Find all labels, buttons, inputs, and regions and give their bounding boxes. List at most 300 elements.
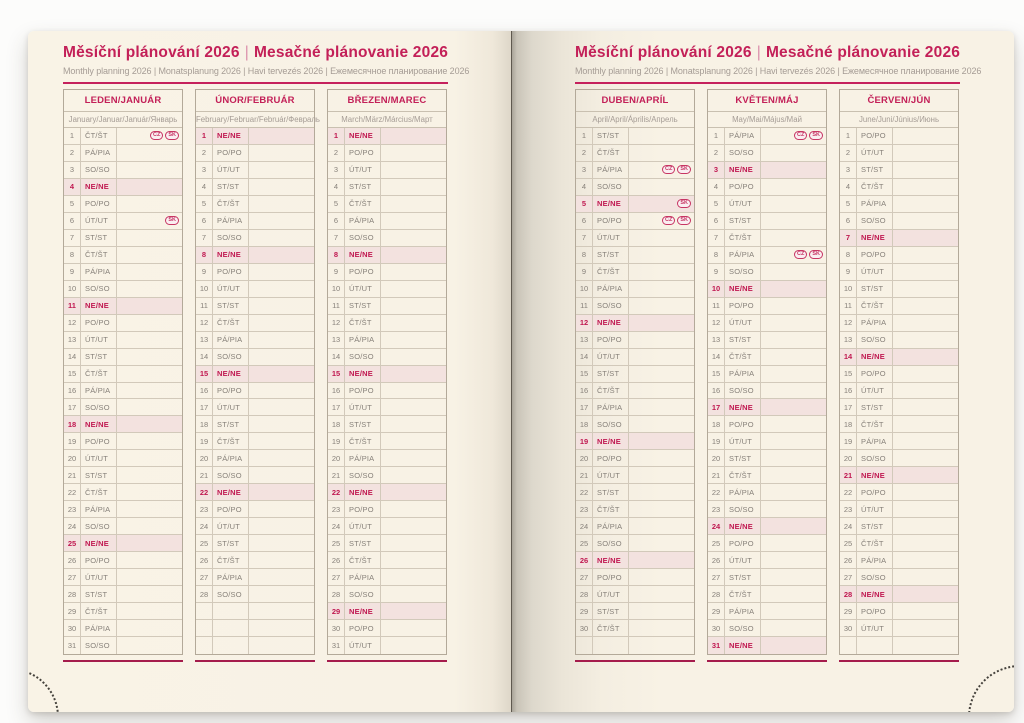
day-note-cell bbox=[117, 518, 182, 534]
day-note-cell bbox=[381, 213, 446, 229]
day-number: 25 bbox=[576, 535, 593, 551]
day-abbrev: SO/SO bbox=[345, 467, 381, 483]
day-row bbox=[196, 586, 314, 603]
day-row bbox=[576, 230, 694, 247]
day-number: 29 bbox=[840, 603, 857, 619]
day-abbrev: ST/ST bbox=[725, 332, 761, 348]
day-number: 4 bbox=[328, 179, 345, 195]
day-number: 28 bbox=[328, 586, 345, 602]
diary-spread bbox=[28, 31, 1014, 712]
day-number: 15 bbox=[576, 366, 593, 382]
month-table bbox=[839, 89, 959, 655]
day-abbrev: PÁ/PIA bbox=[213, 450, 249, 466]
day-row bbox=[64, 281, 182, 298]
day-row bbox=[708, 332, 826, 349]
day-abbrev: SO/SO bbox=[725, 383, 761, 399]
day-row bbox=[708, 535, 826, 552]
day-number: 16 bbox=[840, 383, 857, 399]
day-abbrev: PO/PO bbox=[725, 416, 761, 432]
day-number: 9 bbox=[64, 264, 81, 280]
day-number: 10 bbox=[840, 281, 857, 297]
day-abbrev: NE/NE bbox=[593, 196, 629, 212]
month-column bbox=[839, 89, 959, 662]
month-grid-left bbox=[63, 89, 448, 662]
day-abbrev: ČT/ŠT bbox=[593, 383, 629, 399]
day-note-cell bbox=[381, 315, 446, 331]
day-abbrev: ÚT/UT bbox=[593, 349, 629, 365]
day-note-cell bbox=[893, 484, 958, 500]
day-row bbox=[64, 433, 182, 450]
day-abbrev: ÚT/UT bbox=[345, 637, 381, 654]
day-note-cell bbox=[117, 433, 182, 449]
day-row bbox=[708, 213, 826, 230]
page-title bbox=[63, 44, 448, 62]
day-note-cell bbox=[761, 264, 826, 280]
title-separator: | bbox=[756, 44, 761, 61]
day-abbrev: SO/SO bbox=[81, 518, 117, 534]
day-note-cell bbox=[761, 586, 826, 602]
day-note-cell bbox=[893, 501, 958, 517]
day-abbrev: PÁ/PIA bbox=[857, 196, 893, 212]
month-days bbox=[840, 128, 958, 654]
month-grid-right bbox=[575, 89, 960, 662]
day-note-cell bbox=[381, 518, 446, 534]
day-row bbox=[64, 298, 182, 315]
day-note-cell bbox=[117, 162, 182, 178]
day-note-cell bbox=[117, 569, 182, 585]
day-row bbox=[576, 247, 694, 264]
day-note-cell bbox=[629, 586, 694, 602]
day-number: 10 bbox=[328, 281, 345, 297]
day-number: 8 bbox=[576, 247, 593, 263]
day-note-cell bbox=[381, 399, 446, 415]
day-note-cell bbox=[761, 196, 826, 212]
day-note-cell bbox=[893, 586, 958, 602]
day-row bbox=[708, 637, 826, 654]
day-number: 13 bbox=[64, 332, 81, 348]
day-note-cell bbox=[761, 162, 826, 178]
day-row bbox=[708, 416, 826, 433]
month-days bbox=[64, 128, 182, 654]
day-number: 9 bbox=[576, 264, 593, 280]
day-row bbox=[196, 298, 314, 315]
day-note-cell bbox=[249, 298, 314, 314]
day-row bbox=[328, 484, 446, 501]
day-row bbox=[196, 637, 314, 654]
month-bottom-rule bbox=[707, 660, 827, 662]
day-number: 24 bbox=[840, 518, 857, 534]
day-abbrev: PO/PO bbox=[857, 603, 893, 619]
day-number: 10 bbox=[64, 281, 81, 297]
day-abbrev: ČT/ŠT bbox=[81, 603, 117, 619]
day-number: 2 bbox=[840, 145, 857, 161]
day-number: 29 bbox=[64, 603, 81, 619]
day-number: 24 bbox=[64, 518, 81, 534]
day-note-cell bbox=[249, 366, 314, 382]
day-number: 28 bbox=[64, 586, 81, 602]
day-number: 10 bbox=[708, 281, 725, 297]
day-number: 29 bbox=[576, 603, 593, 619]
day-number: 4 bbox=[576, 179, 593, 195]
day-number: 14 bbox=[708, 349, 725, 365]
day-row bbox=[576, 416, 694, 433]
day-row bbox=[840, 196, 958, 213]
day-note-cell bbox=[629, 349, 694, 365]
day-note-cell bbox=[893, 247, 958, 263]
day-row bbox=[196, 450, 314, 467]
day-row bbox=[196, 433, 314, 450]
day-abbrev: ČT/ŠT bbox=[345, 196, 381, 212]
day-abbrev: ST/ST bbox=[593, 247, 629, 263]
day-note-cell bbox=[117, 484, 182, 500]
day-note-cell bbox=[249, 281, 314, 297]
month-subtitle: April/April/Április/Апрель bbox=[576, 112, 694, 128]
day-number: 30 bbox=[328, 620, 345, 636]
day-note-cell bbox=[249, 399, 314, 415]
day-number: 19 bbox=[840, 433, 857, 449]
day-row bbox=[840, 620, 958, 637]
day-abbrev: ÚT/UT bbox=[857, 383, 893, 399]
day-row bbox=[708, 179, 826, 196]
day-number: 11 bbox=[840, 298, 857, 314]
day-abbrev: NE/NE bbox=[345, 603, 381, 619]
day-row bbox=[64, 349, 182, 366]
day-abbrev: ČT/ŠT bbox=[725, 586, 761, 602]
day-number: 6 bbox=[196, 213, 213, 229]
day-note-cell bbox=[629, 535, 694, 551]
day-row bbox=[708, 145, 826, 162]
month-header: LEDEN/JANUÁR bbox=[64, 90, 182, 112]
day-abbrev: PO/PO bbox=[725, 298, 761, 314]
day-note-cell bbox=[249, 247, 314, 263]
day-row bbox=[708, 383, 826, 400]
day-number: 27 bbox=[576, 569, 593, 585]
day-number: 19 bbox=[196, 433, 213, 449]
day-abbrev: PO/PO bbox=[81, 315, 117, 331]
day-row bbox=[840, 298, 958, 315]
day-row bbox=[576, 620, 694, 637]
day-abbrev: ST/ST bbox=[213, 535, 249, 551]
day-note-cell bbox=[761, 484, 826, 500]
day-abbrev: ST/ST bbox=[857, 162, 893, 178]
day-note-cell bbox=[629, 230, 694, 246]
day-note-cell bbox=[249, 196, 314, 212]
day-number: 26 bbox=[840, 552, 857, 568]
day-note-cell bbox=[893, 128, 958, 144]
day-number: 1 bbox=[840, 128, 857, 144]
holiday-badge-cz: CZ bbox=[662, 216, 675, 225]
day-row bbox=[708, 162, 826, 179]
day-note-cell bbox=[761, 501, 826, 517]
day-row bbox=[196, 179, 314, 196]
day-number: 16 bbox=[708, 383, 725, 399]
day-note-cell bbox=[629, 433, 694, 449]
day-row bbox=[328, 196, 446, 213]
day-note-cell bbox=[761, 128, 826, 144]
day-row bbox=[328, 366, 446, 383]
day-row bbox=[196, 501, 314, 518]
day-note-cell bbox=[381, 535, 446, 551]
day-number: 25 bbox=[708, 535, 725, 551]
day-abbrev: NE/NE bbox=[593, 315, 629, 331]
day-row bbox=[840, 450, 958, 467]
day-abbrev: ST/ST bbox=[857, 399, 893, 415]
day-note-cell bbox=[381, 128, 446, 144]
day-abbrev: SO/SO bbox=[593, 179, 629, 195]
day-abbrev: ÚT/UT bbox=[857, 264, 893, 280]
day-abbrev: ÚT/UT bbox=[725, 552, 761, 568]
day-note-cell bbox=[761, 518, 826, 534]
day-number: 13 bbox=[576, 332, 593, 348]
day-row bbox=[64, 569, 182, 586]
day-abbrev: SO/SO bbox=[345, 586, 381, 602]
day-abbrev: PÁ/PIA bbox=[81, 264, 117, 280]
day-row bbox=[328, 349, 446, 366]
day-number: 22 bbox=[708, 484, 725, 500]
day-number: 6 bbox=[708, 213, 725, 229]
day-abbrev: ST/ST bbox=[81, 586, 117, 602]
day-note-cell bbox=[381, 179, 446, 195]
day-abbrev: ČT/ŠT bbox=[213, 315, 249, 331]
day-row bbox=[196, 569, 314, 586]
day-row bbox=[64, 128, 182, 145]
day-row bbox=[196, 552, 314, 569]
day-note-cell bbox=[893, 416, 958, 432]
day-note-cell bbox=[629, 145, 694, 161]
day-abbrev: ST/ST bbox=[725, 450, 761, 466]
day-note-cell bbox=[381, 484, 446, 500]
day-number: 24 bbox=[196, 518, 213, 534]
day-note-cell bbox=[893, 332, 958, 348]
month-table bbox=[195, 89, 320, 655]
day-note-cell bbox=[761, 433, 826, 449]
day-note-cell bbox=[117, 366, 182, 382]
day-abbrev: SO/SO bbox=[81, 399, 117, 415]
day-note-cell bbox=[629, 399, 694, 415]
day-note-cell bbox=[117, 264, 182, 280]
day-row bbox=[840, 315, 958, 332]
day-note-cell bbox=[629, 281, 694, 297]
day-note-cell bbox=[117, 332, 182, 348]
day-note-cell bbox=[117, 315, 182, 331]
day-note-cell bbox=[117, 128, 182, 144]
day-note-cell bbox=[117, 349, 182, 365]
day-row bbox=[328, 315, 446, 332]
holiday-badge-cz: CZ bbox=[662, 165, 675, 174]
day-number: 19 bbox=[576, 433, 593, 449]
month-days bbox=[196, 128, 314, 654]
page-subtitle: Monthly planning 2026 | Monatsplanung 2026 | Havi tervezés 2026 | Ежемесячное планирование 2026 bbox=[63, 66, 470, 76]
month-days bbox=[708, 128, 826, 654]
day-abbrev: NE/NE bbox=[857, 230, 893, 246]
holiday-badge-sk: SK bbox=[809, 131, 823, 140]
day-note-cell bbox=[381, 281, 446, 297]
day-number: 2 bbox=[328, 145, 345, 161]
day-abbrev: ČT/ŠT bbox=[857, 535, 893, 551]
day-row bbox=[708, 399, 826, 416]
day-note-cell bbox=[381, 637, 446, 654]
day-number: 31 bbox=[708, 637, 725, 654]
day-abbrev: SO/SO bbox=[213, 230, 249, 246]
day-number: 1 bbox=[576, 128, 593, 144]
day-note-cell bbox=[381, 620, 446, 636]
day-row bbox=[576, 213, 694, 230]
page-right-content bbox=[575, 31, 982, 712]
day-abbrev: NE/NE bbox=[725, 637, 761, 654]
day-abbrev: PO/PO bbox=[725, 535, 761, 551]
day-note-cell bbox=[893, 383, 958, 399]
day-row bbox=[328, 213, 446, 230]
day-number: 7 bbox=[64, 230, 81, 246]
day-abbrev: SO/SO bbox=[81, 281, 117, 297]
day-abbrev: PÁ/PIA bbox=[81, 620, 117, 636]
day-row bbox=[328, 230, 446, 247]
day-row bbox=[196, 264, 314, 281]
holiday-badge-sk: SK bbox=[677, 216, 691, 225]
day-number: 26 bbox=[708, 552, 725, 568]
day-row bbox=[840, 603, 958, 620]
day-note-cell bbox=[893, 620, 958, 636]
day-row bbox=[64, 264, 182, 281]
day-abbrev: SO/SO bbox=[593, 416, 629, 432]
day-number: 23 bbox=[196, 501, 213, 517]
day-abbrev: PÁ/PIA bbox=[725, 247, 761, 263]
day-abbrev: NE/NE bbox=[593, 552, 629, 568]
month-subtitle: March/März/Március/Март bbox=[328, 112, 446, 128]
day-number: 14 bbox=[64, 349, 81, 365]
day-row bbox=[840, 637, 958, 654]
day-note-cell bbox=[761, 383, 826, 399]
day-row bbox=[328, 586, 446, 603]
day-abbrev: PÁ/PIA bbox=[213, 213, 249, 229]
day-abbrev: ČT/ŠT bbox=[725, 467, 761, 483]
day-abbrev: ÚT/UT bbox=[857, 145, 893, 161]
day-row bbox=[708, 298, 826, 315]
day-note-cell bbox=[117, 535, 182, 551]
day-note-cell bbox=[381, 383, 446, 399]
day-row bbox=[840, 145, 958, 162]
day-row bbox=[328, 416, 446, 433]
day-abbrev: SO/SO bbox=[213, 586, 249, 602]
day-row bbox=[840, 501, 958, 518]
day-number: 14 bbox=[196, 349, 213, 365]
day-note-cell bbox=[381, 467, 446, 483]
day-row bbox=[328, 332, 446, 349]
day-number: 30 bbox=[576, 620, 593, 636]
day-abbrev: PO/PO bbox=[213, 501, 249, 517]
day-number: 23 bbox=[840, 501, 857, 517]
day-note-cell bbox=[117, 145, 182, 161]
day-row bbox=[576, 366, 694, 383]
day-row bbox=[576, 399, 694, 416]
day-note-cell bbox=[629, 569, 694, 585]
day-row bbox=[196, 399, 314, 416]
day-note-cell bbox=[761, 399, 826, 415]
day-abbrev: PO/PO bbox=[81, 552, 117, 568]
day-row bbox=[328, 569, 446, 586]
day-note-cell bbox=[117, 247, 182, 263]
day-row bbox=[708, 366, 826, 383]
day-note-cell bbox=[117, 399, 182, 415]
day-number: 10 bbox=[196, 281, 213, 297]
day-note-cell bbox=[249, 128, 314, 144]
day-abbrev: ÚT/UT bbox=[345, 399, 381, 415]
day-number: 4 bbox=[196, 179, 213, 195]
day-note-cell bbox=[249, 179, 314, 195]
holiday-badge-sk: SK bbox=[677, 199, 691, 208]
day-note-cell bbox=[893, 535, 958, 551]
day-abbrev: ÚT/UT bbox=[857, 620, 893, 636]
day-row bbox=[708, 450, 826, 467]
day-abbrev: SO/SO bbox=[725, 620, 761, 636]
day-row bbox=[708, 315, 826, 332]
day-abbrev: ÚT/UT bbox=[725, 196, 761, 212]
day-abbrev: ČT/ŠT bbox=[81, 247, 117, 263]
day-note-cell bbox=[629, 552, 694, 568]
day-number: 26 bbox=[196, 552, 213, 568]
day-abbrev: PO/PO bbox=[213, 383, 249, 399]
day-number: 21 bbox=[840, 467, 857, 483]
day-row bbox=[196, 620, 314, 637]
page-title-slovak: Mesačné plánovanie 2026 bbox=[765, 44, 961, 61]
day-abbrev: PÁ/PIA bbox=[593, 162, 629, 178]
day-row bbox=[328, 620, 446, 637]
day-abbrev: PÁ/PIA bbox=[593, 518, 629, 534]
day-abbrev: NE/NE bbox=[213, 247, 249, 263]
day-number: 7 bbox=[196, 230, 213, 246]
day-row bbox=[64, 399, 182, 416]
day-row bbox=[64, 552, 182, 569]
day-row bbox=[840, 230, 958, 247]
month-subtitle: January/Januar/Január/Январь bbox=[64, 112, 182, 128]
day-row bbox=[840, 399, 958, 416]
day-number: 29 bbox=[708, 603, 725, 619]
day-note-cell bbox=[629, 603, 694, 619]
day-note-cell bbox=[249, 450, 314, 466]
day-note-cell bbox=[761, 315, 826, 331]
day-row bbox=[64, 247, 182, 264]
day-number: 6 bbox=[64, 213, 81, 229]
day-row bbox=[196, 281, 314, 298]
day-number bbox=[576, 637, 593, 654]
day-number: 24 bbox=[328, 518, 345, 534]
day-note-cell bbox=[761, 603, 826, 619]
day-abbrev: ČT/ŠT bbox=[857, 179, 893, 195]
day-note-cell bbox=[893, 230, 958, 246]
day-abbrev: ÚT/UT bbox=[725, 433, 761, 449]
day-abbrev: ÚT/UT bbox=[345, 162, 381, 178]
day-number: 26 bbox=[64, 552, 81, 568]
holiday-badge-sk: SK bbox=[809, 250, 823, 259]
day-number: 20 bbox=[840, 450, 857, 466]
day-note-cell bbox=[381, 349, 446, 365]
day-note-cell bbox=[893, 637, 958, 654]
day-row bbox=[576, 467, 694, 484]
day-abbrev: SO/SO bbox=[857, 332, 893, 348]
day-number: 10 bbox=[576, 281, 593, 297]
day-row bbox=[196, 162, 314, 179]
day-note-cell bbox=[117, 416, 182, 432]
title-rule bbox=[63, 82, 448, 84]
day-row bbox=[196, 128, 314, 145]
day-number: 15 bbox=[328, 366, 345, 382]
holiday-badge-sk: SK bbox=[165, 216, 179, 225]
day-abbrev: ČT/ŠT bbox=[345, 552, 381, 568]
day-abbrev: ČT/ŠT bbox=[213, 433, 249, 449]
day-abbrev: NE/NE bbox=[857, 349, 893, 365]
day-abbrev: SO/SO bbox=[593, 535, 629, 551]
day-number bbox=[840, 637, 857, 654]
